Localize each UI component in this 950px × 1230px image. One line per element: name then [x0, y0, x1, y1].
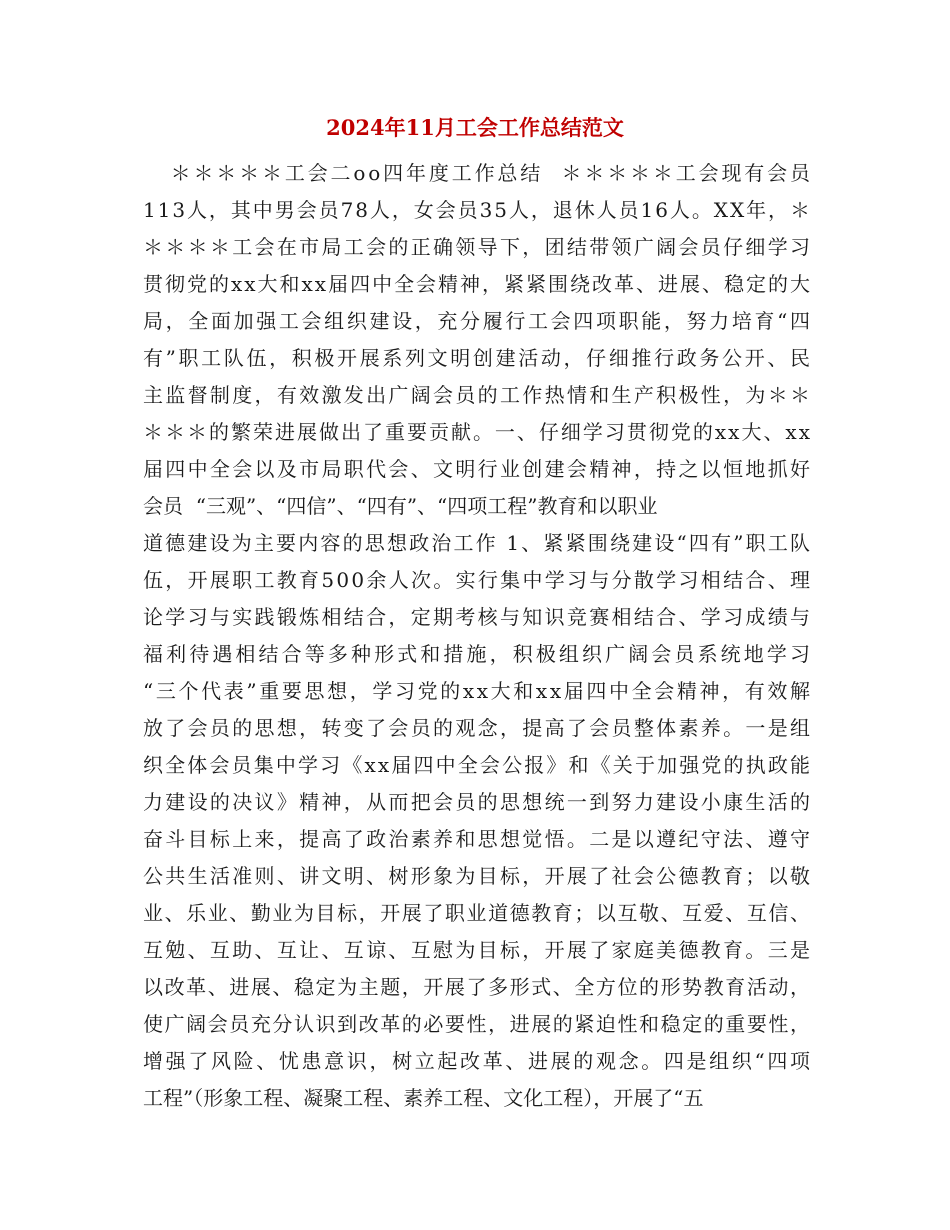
body-line: ＊＊＊＊工会在市局工会的正确领导下，团结带领广阔会员仔细学习 — [143, 235, 813, 259]
body-line: 会员 “三观”、“四信”、“四有”、“四项工程”教育和以职业 — [143, 494, 658, 518]
body-line: 主监督制度，有效激发出广阔会员的工作热情和生产积极性，为＊＊ — [143, 383, 813, 407]
body-line: 织全体会员集中学习《xx届四中全会公报》和《关于加强党的执政能 — [143, 753, 813, 777]
body-line: 使广阔会员充分认识到改革的必要性，进展的紧迫性和稳定的重要性， — [143, 1012, 812, 1036]
body-line: 公共生活准则、讲文明、树形象为目标，开展了社会公德教育；以敬 — [143, 864, 813, 888]
body-line: 福利待遇相结合等多种形式和措施，积极组织广阔会员系统地学习 — [143, 642, 814, 666]
body-line: 论学习与实践锻炼相结合，定期考核与知识竞赛相结合、学习成绩与 — [143, 605, 813, 629]
body-line: 届四中全会以及市局职代会、文明行业创建会精神，持之以恒地抓好 — [143, 457, 813, 481]
body-line: ＊＊＊的繁荣进展做出了重要贡献。一、仔细学习贯彻党的xx大、xx — [143, 420, 812, 444]
body-line: “三个代表”重要思想，学习党的xx大和xx届四中全会精神，有效解 — [143, 679, 813, 703]
body-line: 有”职工队伍，积极开展系列文明创建活动，仔细推行政务公开、民 — [143, 346, 813, 370]
body-line: 伍，开展职工教育500余人次。实行集中学习与分散学习相结合、理 — [143, 568, 813, 592]
body-line: 道德建设为主要内容的思想政治工作 1、紧紧围绕建设“四有”职工队 — [143, 531, 813, 555]
body-line: 业、乐业、勤业为目标，开展了职业道德教育；以互敬、互爱、互信、 — [143, 901, 812, 925]
body-line: ＊＊＊＊＊工会二oo四年度工作总结 ＊＊＊＊＊工会现有会员 — [143, 161, 813, 185]
body-line: 力建设的决议》精神，从而把会员的思想统一到努力建设小康生活的 — [143, 790, 813, 814]
body-line: 增强了风险、忧患意识，树立起改革、进展的观念。四是组织“四项 — [143, 1049, 813, 1073]
body-line: 奋斗目标上来，提高了政治素养和思想觉悟。二是以遵纪守法、遵守 — [143, 827, 813, 851]
body-line: 工程”（形象工程、凝聚工程、素养工程、文化工程），开展了“五 — [143, 1086, 704, 1110]
body-line: 局，全面加强工会组织建设，充分履行工会四项职能，努力培育“四 — [143, 309, 813, 333]
body-line: 互勉、互助、互让、互谅、互慰为目标，开展了家庭美德教育。三是 — [143, 938, 813, 962]
body-line: 放了会员的思想，转变了会员的观念，提高了会员整体素养。一是组 — [143, 716, 813, 740]
body-line: 以改革、进展、稳定为主题，开展了多形式、全方位的形势教育活动， — [143, 975, 812, 999]
document-title: 2024年11月工会工作总结范文 — [326, 115, 624, 140]
body-line: 贯彻党的xx大和xx届四中全会精神，紧紧围绕改革、进展、稳定的大 — [143, 272, 812, 296]
body-line: 113人，其中男会员78人，女会员35人，退休人员16人。XX年，＊ — [143, 198, 812, 222]
